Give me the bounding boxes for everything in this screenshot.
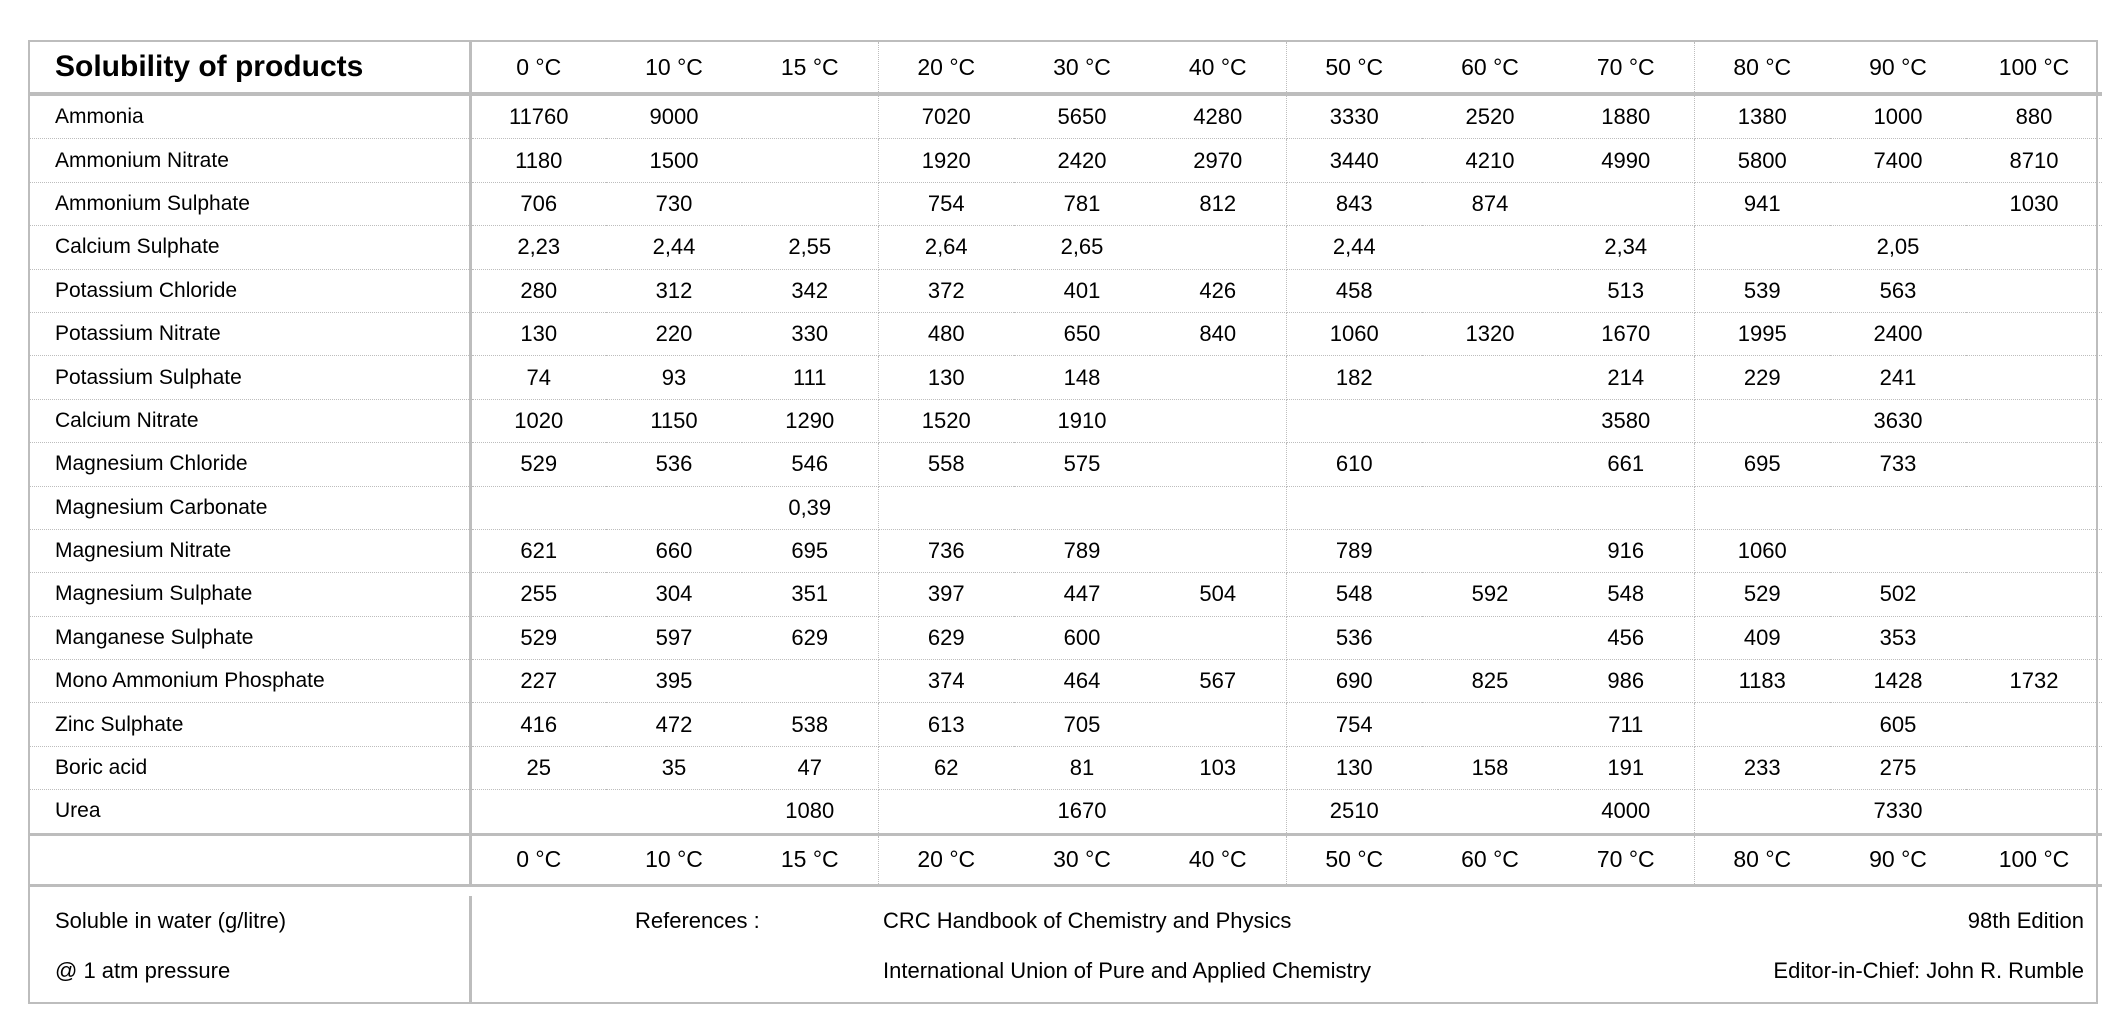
solubility-value: 372 <box>878 269 1014 312</box>
solubility-value: 781 <box>1014 182 1150 225</box>
solubility-value <box>470 486 606 529</box>
solubility-value: 1520 <box>878 399 1014 442</box>
solubility-value <box>1150 399 1286 442</box>
solubility-table <box>30 42 2102 887</box>
solubility-value <box>1830 182 1966 225</box>
solubility-value: 4990 <box>1558 139 1694 182</box>
solubility-value: 529 <box>470 443 606 486</box>
solubility-value <box>742 660 878 703</box>
table-row <box>30 139 2102 182</box>
table-footer <box>30 896 2096 1002</box>
solubility-value <box>1422 399 1558 442</box>
table-row <box>30 660 2102 703</box>
column-footer: 90 °C <box>1830 834 1966 885</box>
product-name: Ammonia <box>30 94 470 139</box>
solubility-value: 548 <box>1558 573 1694 616</box>
table-row <box>30 226 2102 269</box>
solubility-value: 81 <box>1014 746 1150 789</box>
table-row <box>30 703 2102 746</box>
solubility-value <box>606 790 742 834</box>
solubility-value <box>1150 226 1286 269</box>
solubility-value: 2,23 <box>470 226 606 269</box>
solubility-value: 3630 <box>1830 399 1966 442</box>
product-name: Ammonium Nitrate <box>30 139 470 182</box>
solubility-value <box>1422 443 1558 486</box>
solubility-value <box>878 486 1014 529</box>
solubility-value: 529 <box>1694 573 1830 616</box>
solubility-value: 3580 <box>1558 399 1694 442</box>
solubility-value: 2,64 <box>878 226 1014 269</box>
solubility-value <box>1422 226 1558 269</box>
solubility-value: 546 <box>742 443 878 486</box>
solubility-value <box>1966 486 2102 529</box>
solubility-value: 447 <box>1014 573 1150 616</box>
solubility-value: 1183 <box>1694 660 1830 703</box>
solubility-value <box>1966 399 2102 442</box>
solubility-value: 592 <box>1422 573 1558 616</box>
solubility-value: 280 <box>470 269 606 312</box>
solubility-value: 2,44 <box>1286 226 1422 269</box>
solubility-value: 229 <box>1694 356 1830 399</box>
editor-label: Editor-in-Chief: John R. Rumble <box>1773 958 2084 983</box>
table-row <box>30 182 2102 225</box>
solubility-value: 629 <box>878 616 1014 659</box>
table-row <box>30 399 2102 442</box>
solubility-value <box>1422 269 1558 312</box>
column-header: 0 °C <box>470 42 606 94</box>
solubility-value <box>878 790 1014 834</box>
solubility-value: 1670 <box>1558 312 1694 355</box>
solubility-value <box>1694 226 1830 269</box>
solubility-value: 2,05 <box>1830 226 1966 269</box>
column-header: 70 °C <box>1558 42 1694 94</box>
solubility-value: 241 <box>1830 356 1966 399</box>
solubility-value: 597 <box>606 616 742 659</box>
solubility-value <box>1966 703 2102 746</box>
references-label: References : <box>635 908 760 933</box>
solubility-value: 35 <box>606 746 742 789</box>
solubility-value <box>1422 790 1558 834</box>
solubility-value: 103 <box>1150 746 1286 789</box>
table-row <box>30 94 2102 139</box>
solubility-value <box>1966 746 2102 789</box>
solubility-value: 214 <box>1558 356 1694 399</box>
solubility-value: 502 <box>1830 573 1966 616</box>
product-name: Magnesium Carbonate <box>30 486 470 529</box>
solubility-value: 706 <box>470 182 606 225</box>
solubility-value: 1880 <box>1558 94 1694 139</box>
solubility-value <box>1966 529 2102 572</box>
solubility-value: 220 <box>606 312 742 355</box>
solubility-value: 4210 <box>1422 139 1558 182</box>
solubility-value: 548 <box>1286 573 1422 616</box>
solubility-value <box>1150 356 1286 399</box>
solubility-value: 567 <box>1150 660 1286 703</box>
solubility-value: 2510 <box>1286 790 1422 834</box>
table-row <box>30 486 2102 529</box>
solubility-value: 47 <box>742 746 878 789</box>
solubility-value <box>1966 312 2102 355</box>
solubility-value: 353 <box>1830 616 1966 659</box>
solubility-value <box>1286 399 1422 442</box>
solubility-value: 536 <box>1286 616 1422 659</box>
solubility-value <box>1150 616 1286 659</box>
solubility-value: 330 <box>742 312 878 355</box>
solubility-value: 74 <box>470 356 606 399</box>
table-title: Solubility of products <box>30 42 470 94</box>
empty-cell <box>30 834 470 885</box>
solubility-value: 1290 <box>742 399 878 442</box>
solubility-value <box>1422 356 1558 399</box>
solubility-value <box>1150 703 1286 746</box>
solubility-table-frame <box>28 40 2098 1004</box>
product-name: Calcium Sulphate <box>30 226 470 269</box>
product-name: Ammonium Sulphate <box>30 182 470 225</box>
solubility-value: 130 <box>470 312 606 355</box>
pressure-label: @ 1 atm pressure <box>55 958 231 983</box>
reference-crc: CRC Handbook of Chemistry and Physics <box>883 908 1292 933</box>
solubility-value: 1910 <box>1014 399 1150 442</box>
column-footer: 10 °C <box>606 834 742 885</box>
solubility-value: 1380 <box>1694 94 1830 139</box>
solubility-value: 536 <box>606 443 742 486</box>
solubility-value: 11760 <box>470 94 606 139</box>
solubility-value <box>1966 616 2102 659</box>
solubility-value: 513 <box>1558 269 1694 312</box>
solubility-value <box>470 790 606 834</box>
solubility-value: 1060 <box>1694 529 1830 572</box>
solubility-value <box>1830 486 1966 529</box>
solubility-value <box>606 486 742 529</box>
solubility-value <box>1694 399 1830 442</box>
solubility-value <box>1422 486 1558 529</box>
solubility-value: 1500 <box>606 139 742 182</box>
solubility-value: 1060 <box>1286 312 1422 355</box>
solubility-value <box>1150 529 1286 572</box>
solubility-value: 2,34 <box>1558 226 1694 269</box>
column-header: 30 °C <box>1014 42 1150 94</box>
solubility-value: 2420 <box>1014 139 1150 182</box>
solubility-value: 2520 <box>1422 94 1558 139</box>
solubility-value: 409 <box>1694 616 1830 659</box>
column-header: 90 °C <box>1830 42 1966 94</box>
solubility-value <box>1422 529 1558 572</box>
solubility-value: 456 <box>1558 616 1694 659</box>
solubility-value: 558 <box>878 443 1014 486</box>
solubility-value: 711 <box>1558 703 1694 746</box>
product-name: Magnesium Chloride <box>30 443 470 486</box>
solubility-value: 1428 <box>1830 660 1966 703</box>
table-row <box>30 616 2102 659</box>
column-header: 40 °C <box>1150 42 1286 94</box>
solubility-value <box>1694 486 1830 529</box>
solubility-value: 426 <box>1150 269 1286 312</box>
product-name: Magnesium Nitrate <box>30 529 470 572</box>
solubility-value <box>1422 616 1558 659</box>
solubility-value: 130 <box>878 356 1014 399</box>
solubility-value <box>1694 703 1830 746</box>
solubility-value: 538 <box>742 703 878 746</box>
solubility-value: 880 <box>1966 94 2102 139</box>
solubility-value: 529 <box>470 616 606 659</box>
solubility-value: 695 <box>1694 443 1830 486</box>
column-footer: 50 °C <box>1286 834 1422 885</box>
solubility-value: 5650 <box>1014 94 1150 139</box>
solubility-value: 2,55 <box>742 226 878 269</box>
solubility-value: 480 <box>878 312 1014 355</box>
solubility-value: 840 <box>1150 312 1286 355</box>
solubility-value: 312 <box>606 269 742 312</box>
solubility-value: 1180 <box>470 139 606 182</box>
solubility-value <box>1694 790 1830 834</box>
solubility-value: 191 <box>1558 746 1694 789</box>
product-name: Potassium Sulphate <box>30 356 470 399</box>
solubility-value: 464 <box>1014 660 1150 703</box>
table-row <box>30 269 2102 312</box>
solubility-value: 3330 <box>1286 94 1422 139</box>
header-row <box>30 42 2102 94</box>
solubility-value: 342 <box>742 269 878 312</box>
solubility-value: 304 <box>606 573 742 616</box>
solubility-value: 9000 <box>606 94 742 139</box>
solubility-value: 182 <box>1286 356 1422 399</box>
solubility-value: 401 <box>1014 269 1150 312</box>
solubility-value: 650 <box>1014 312 1150 355</box>
column-footer: 0 °C <box>470 834 606 885</box>
product-name: Potassium Nitrate <box>30 312 470 355</box>
column-header: 50 °C <box>1286 42 1422 94</box>
product-name: Urea <box>30 790 470 834</box>
solubility-value: 7400 <box>1830 139 1966 182</box>
solubility-value: 733 <box>1830 443 1966 486</box>
solubility-value: 8710 <box>1966 139 2102 182</box>
solubility-value: 843 <box>1286 182 1422 225</box>
solubility-value <box>1150 486 1286 529</box>
solubility-value <box>1966 269 2102 312</box>
column-footer: 30 °C <box>1014 834 1150 885</box>
solubility-value <box>1966 226 2102 269</box>
reference-iupac: International Union of Pure and Applied Chemistry <box>883 958 1371 983</box>
solubility-value: 1020 <box>470 399 606 442</box>
solubility-value: 605 <box>1830 703 1966 746</box>
column-footer: 100 °C <box>1966 834 2102 885</box>
solubility-value <box>1966 356 2102 399</box>
solubility-value: 1150 <box>606 399 742 442</box>
solubility-value: 754 <box>878 182 1014 225</box>
solubility-value: 1732 <box>1966 660 2102 703</box>
solubility-value <box>1966 790 2102 834</box>
solubility-value: 227 <box>470 660 606 703</box>
solubility-value <box>1966 443 2102 486</box>
solubility-value <box>1558 182 1694 225</box>
table-row <box>30 312 2102 355</box>
column-footer: 80 °C <box>1694 834 1830 885</box>
solubility-value: 705 <box>1014 703 1150 746</box>
solubility-value: 575 <box>1014 443 1150 486</box>
solubility-value: 0,39 <box>742 486 878 529</box>
solubility-value: 111 <box>742 356 878 399</box>
solubility-value: 416 <box>470 703 606 746</box>
solubility-value: 661 <box>1558 443 1694 486</box>
solubility-value: 660 <box>606 529 742 572</box>
column-footer: 15 °C <box>742 834 878 885</box>
solubility-value: 600 <box>1014 616 1150 659</box>
solubility-value: 148 <box>1014 356 1150 399</box>
solubility-value: 754 <box>1286 703 1422 746</box>
solubility-value: 1320 <box>1422 312 1558 355</box>
solubility-value: 874 <box>1422 182 1558 225</box>
column-footer: 40 °C <box>1150 834 1286 885</box>
solubility-value: 613 <box>878 703 1014 746</box>
solubility-value <box>1286 486 1422 529</box>
solubility-value <box>1966 573 2102 616</box>
edition-label: 98th Edition <box>1967 908 2084 933</box>
solubility-value <box>742 182 878 225</box>
table-row <box>30 746 2102 789</box>
solubility-value: 1995 <box>1694 312 1830 355</box>
solubility-value: 690 <box>1286 660 1422 703</box>
solubility-value: 825 <box>1422 660 1558 703</box>
solubility-value: 351 <box>742 573 878 616</box>
footer-header-row <box>30 834 2102 885</box>
solubility-value: 233 <box>1694 746 1830 789</box>
solubility-value: 458 <box>1286 269 1422 312</box>
solubility-value: 621 <box>470 529 606 572</box>
product-name: Calcium Nitrate <box>30 399 470 442</box>
solubility-value: 1920 <box>878 139 1014 182</box>
column-header: 15 °C <box>742 42 878 94</box>
product-name: Zinc Sulphate <box>30 703 470 746</box>
solubility-value: 472 <box>606 703 742 746</box>
table-row <box>30 443 2102 486</box>
table-row <box>30 790 2102 834</box>
product-name: Boric acid <box>30 746 470 789</box>
solubility-value: 812 <box>1150 182 1286 225</box>
column-header: 80 °C <box>1694 42 1830 94</box>
column-header: 60 °C <box>1422 42 1558 94</box>
solubility-value: 62 <box>878 746 1014 789</box>
solubility-value: 158 <box>1422 746 1558 789</box>
solubility-value: 2400 <box>1830 312 1966 355</box>
solubility-value: 395 <box>606 660 742 703</box>
solubility-value: 789 <box>1286 529 1422 572</box>
solubility-value <box>1830 529 1966 572</box>
solubility-value <box>1150 443 1286 486</box>
solubility-value: 539 <box>1694 269 1830 312</box>
solubility-value: 2,65 <box>1014 226 1150 269</box>
solubility-value: 2970 <box>1150 139 1286 182</box>
solubility-value: 695 <box>742 529 878 572</box>
solubility-value <box>1150 790 1286 834</box>
solubility-value <box>1014 486 1150 529</box>
solubility-value: 916 <box>1558 529 1694 572</box>
footer-divider <box>469 896 472 1002</box>
solubility-value: 2,44 <box>606 226 742 269</box>
solubility-value: 25 <box>470 746 606 789</box>
solubility-value: 1000 <box>1830 94 1966 139</box>
solubility-value: 4000 <box>1558 790 1694 834</box>
solubility-value <box>1422 703 1558 746</box>
solubility-value: 629 <box>742 616 878 659</box>
product-name: Potassium Chloride <box>30 269 470 312</box>
product-name: Manganese Sulphate <box>30 616 470 659</box>
column-footer: 70 °C <box>1558 834 1694 885</box>
solubility-value: 5800 <box>1694 139 1830 182</box>
solubility-value: 736 <box>878 529 1014 572</box>
product-name: Mono Ammonium Phosphate <box>30 660 470 703</box>
solubility-value: 4280 <box>1150 94 1286 139</box>
solubility-value <box>742 139 878 182</box>
column-header: 100 °C <box>1966 42 2102 94</box>
solubility-value: 397 <box>878 573 1014 616</box>
solubility-value: 93 <box>606 356 742 399</box>
product-name: Magnesium Sulphate <box>30 573 470 616</box>
solubility-value: 7020 <box>878 94 1014 139</box>
solubility-value: 130 <box>1286 746 1422 789</box>
solubility-value: 986 <box>1558 660 1694 703</box>
column-footer: 60 °C <box>1422 834 1558 885</box>
solubility-value: 275 <box>1830 746 1966 789</box>
solubility-value: 941 <box>1694 182 1830 225</box>
solubility-value: 730 <box>606 182 742 225</box>
column-header: 20 °C <box>878 42 1014 94</box>
unit-label: Soluble in water (g/litre) <box>55 908 287 933</box>
solubility-value: 789 <box>1014 529 1150 572</box>
solubility-value: 1670 <box>1014 790 1150 834</box>
solubility-value: 610 <box>1286 443 1422 486</box>
solubility-value <box>1558 486 1694 529</box>
solubility-value <box>742 94 878 139</box>
column-header: 10 °C <box>606 42 742 94</box>
solubility-value: 255 <box>470 573 606 616</box>
table-row <box>30 356 2102 399</box>
solubility-value: 3440 <box>1286 139 1422 182</box>
table-row <box>30 573 2102 616</box>
solubility-value: 7330 <box>1830 790 1966 834</box>
solubility-value: 1080 <box>742 790 878 834</box>
solubility-value: 1030 <box>1966 182 2102 225</box>
solubility-value: 563 <box>1830 269 1966 312</box>
solubility-value: 374 <box>878 660 1014 703</box>
solubility-value: 504 <box>1150 573 1286 616</box>
column-footer: 20 °C <box>878 834 1014 885</box>
table-row <box>30 529 2102 572</box>
